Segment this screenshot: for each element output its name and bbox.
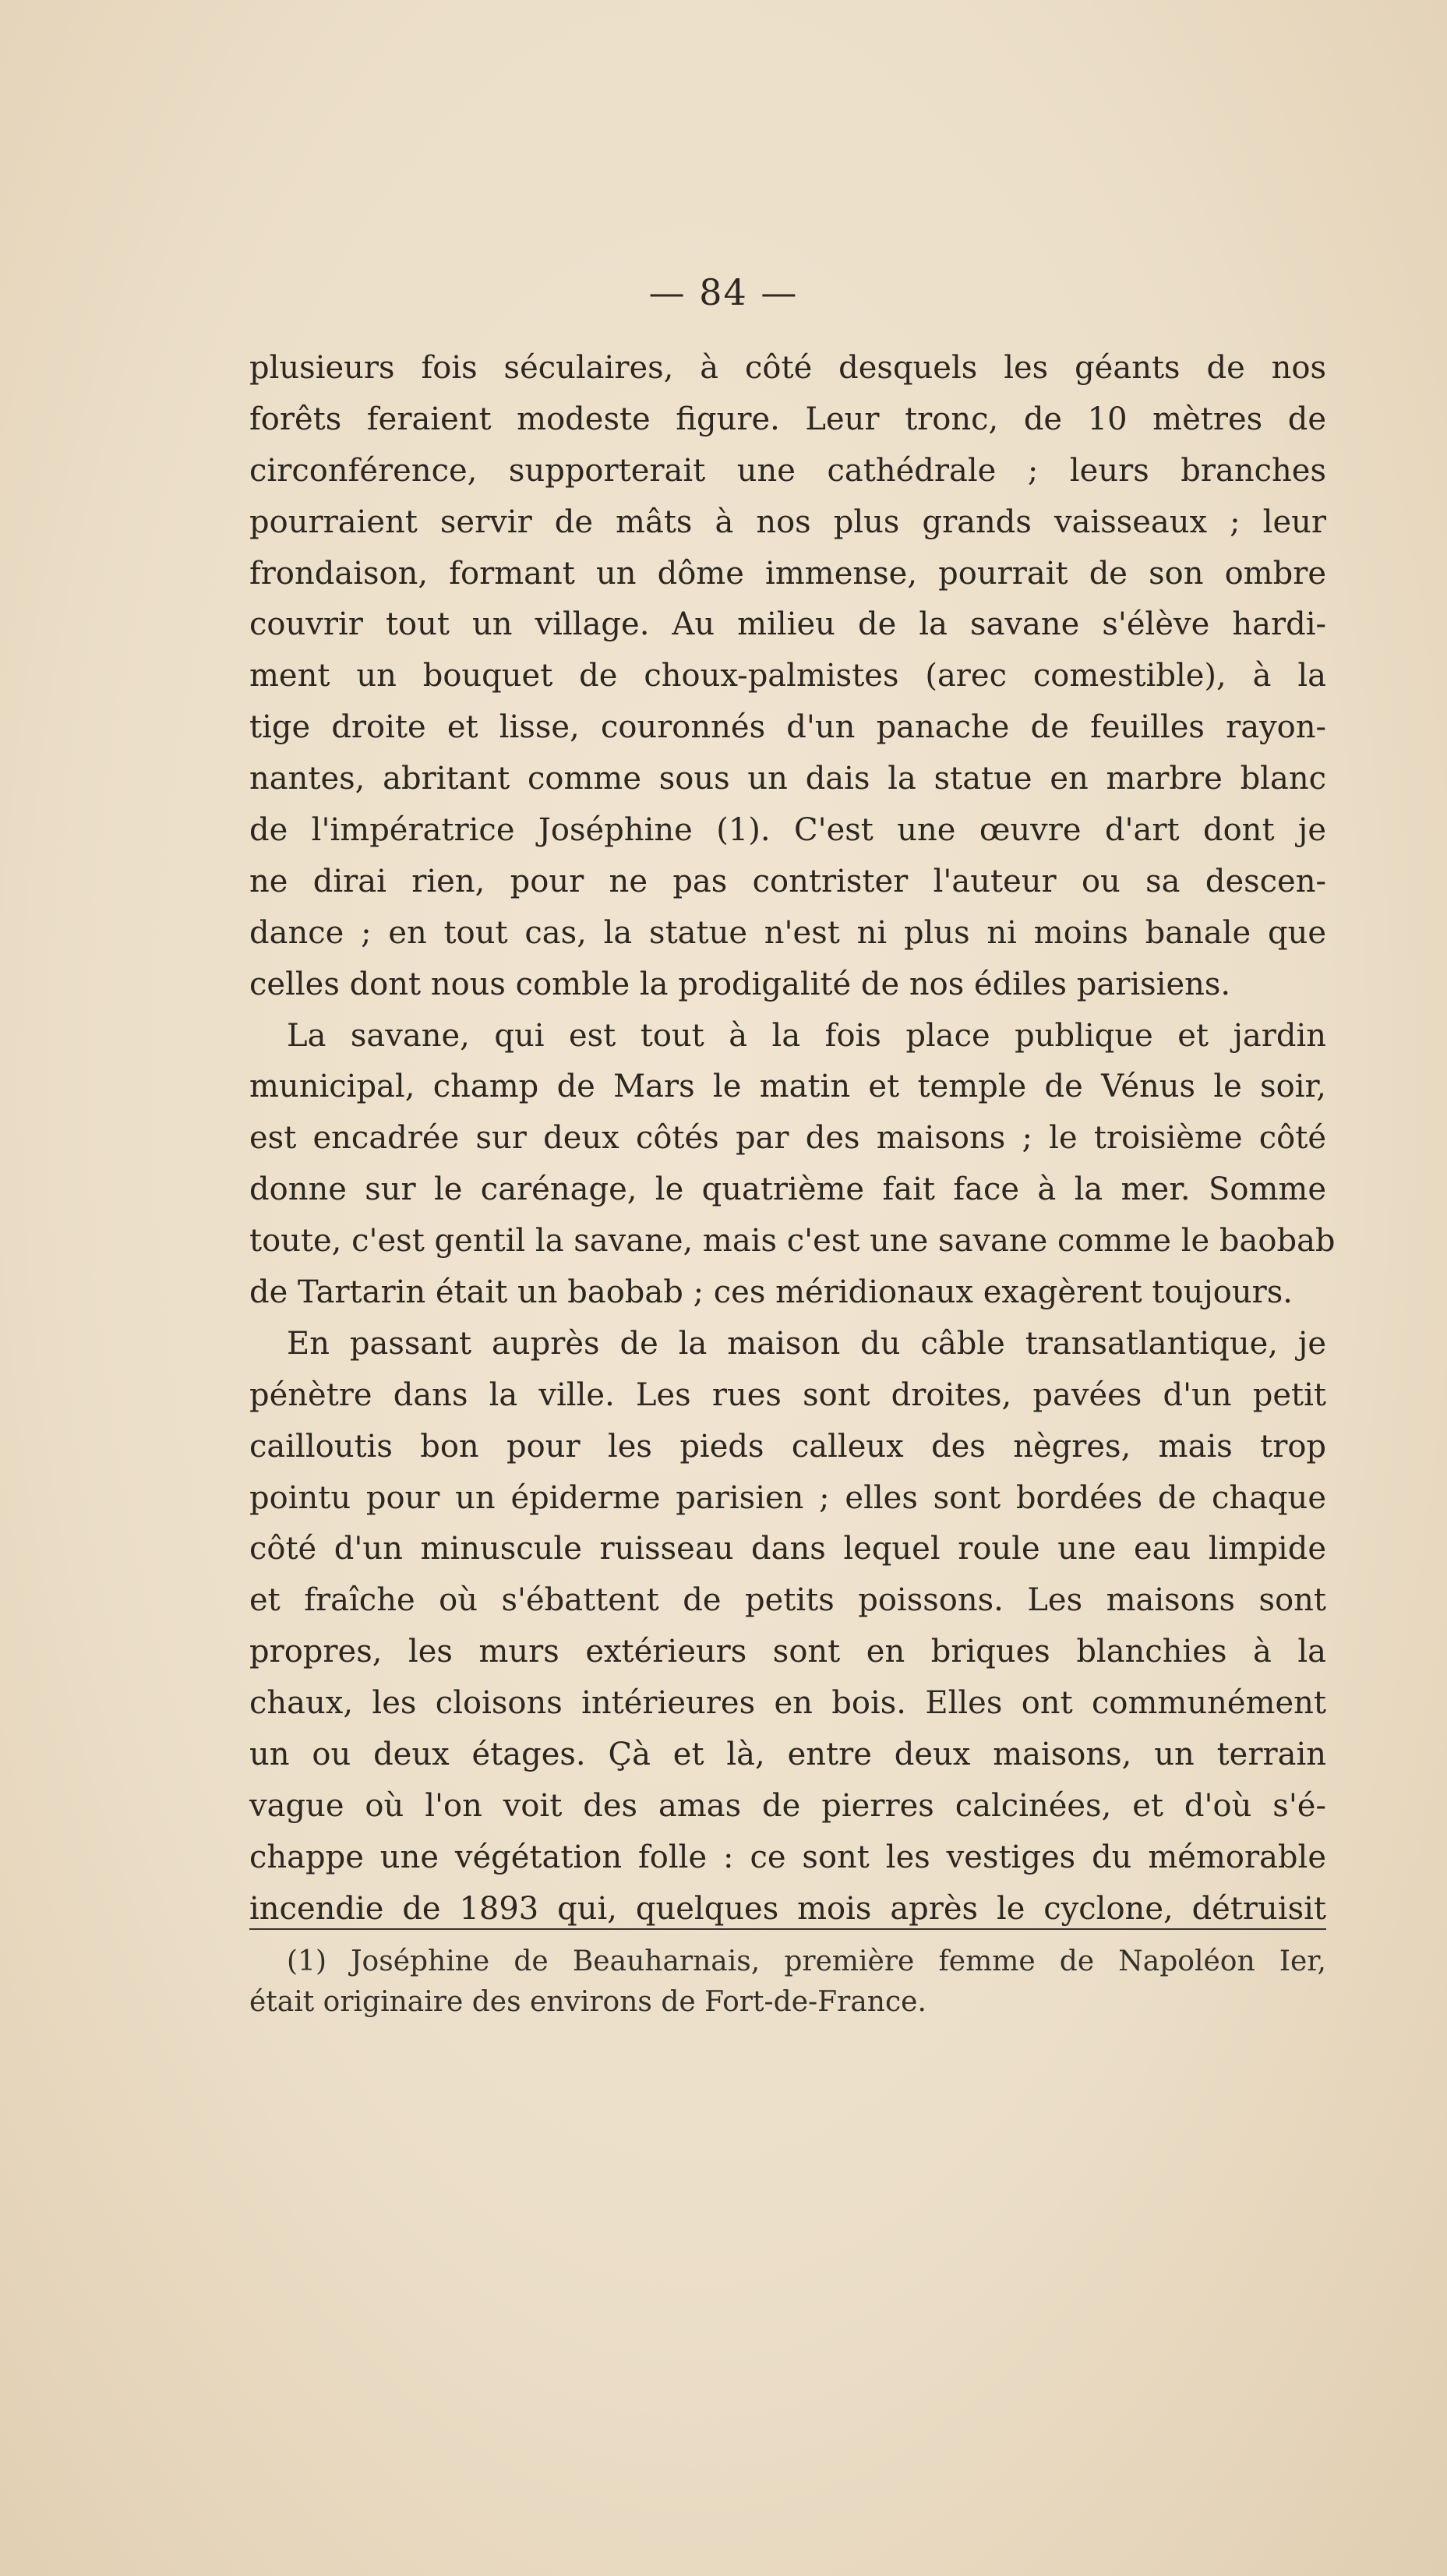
text-line: cailloutis bon pour les pieds calleux des nègres, mais trop <box>249 1428 1326 1465</box>
footnote-divider <box>249 1928 1326 1930</box>
text-line: de Tartarin était un baobab ; ces méridionaux exagèrent toujours. <box>249 1274 1293 1311</box>
text-line: celles dont nous comble la prodigalité de nos édiles parisiens. <box>249 966 1231 1002</box>
text-line: chaux, les cloisons intérieures en bois. Elles ont communément <box>249 1685 1326 1722</box>
text-line: ment un bouquet de choux-palmistes (arec comestible), à la <box>249 658 1326 694</box>
text-line: tige droite et lisse, couronnés d'un panache de feuilles rayon- <box>249 709 1326 746</box>
text-line: municipal, champ de Mars le matin et temple de Vénus le soir, <box>249 1069 1326 1105</box>
footnote <box>249 1942 1326 2023</box>
text-line: dance ; en tout cas, la statue n'est ni plus ni moins banale que <box>249 914 1326 951</box>
text-line: circonférence, supporterait une cathédrale ; leurs branches <box>249 452 1326 489</box>
text-line: plusieurs fois séculaires, à côté desquels les géants de nos <box>249 350 1326 386</box>
text-line: et fraîche où s'ébattent de petits poissons. Les maisons sont <box>249 1582 1326 1619</box>
text-line: est encadrée sur deux côtés par des maisons ; le troisième côté <box>249 1120 1326 1157</box>
text-line: toute, c'est gentil la savane, mais c'est une savane comme le baobab <box>249 1223 1336 1260</box>
text-line: En passant auprès de la maison du câble transatlantique, je <box>287 1325 1326 1362</box>
footnote-line: (1) Joséphine de Beauharnais, première femme de Napoléon Ier, <box>287 1945 1326 1977</box>
text-line: incendie de 1893 qui, quelques mois après le cyclone, détruisit <box>249 1890 1326 1927</box>
text-line: vague où l'on voit des amas de pierres calcinées, et d'où s'é- <box>249 1787 1326 1824</box>
text-line: côté d'un minuscule ruisseau dans lequel roule une eau limpide <box>249 1531 1326 1567</box>
text-line: ne dirai rien, pour ne pas contrister l'auteur ou sa descen- <box>249 863 1326 899</box>
text-line: pointu pour un épiderme parisien ; elles sont bordées de chaque <box>249 1479 1326 1516</box>
text-line: chappe une végétation folle : ce sont les vestiges du mémorable <box>249 1839 1326 1875</box>
text-line: de l'impératrice Joséphine (1). C'est une œuvre d'art dont je <box>249 812 1326 849</box>
text-line: forêts feraient modeste figure. Leur tronc, de 10 mètres de <box>249 401 1326 437</box>
text-line: couvrir tout un village. Au milieu de la savane s'élève hardi- <box>249 606 1326 643</box>
page-number: — 84 — <box>648 271 799 313</box>
text-line: La savane, qui est tout à la fois place publique et jardin <box>287 1017 1326 1054</box>
text-line: donne sur le carénage, le quatrième fait face à la mer. Somme <box>249 1171 1326 1208</box>
body-text <box>249 343 1336 1935</box>
text-line: nantes, abritant comme sous un dais la statue en marbre blanc <box>249 761 1326 797</box>
text-line: propres, les murs extérieurs sont en briques blanchies à la <box>249 1634 1326 1670</box>
footnote-line: était originaire des environs de Fort-de-France. <box>249 1986 926 2018</box>
text-line: frondaison, formant un dôme immense, pourrait de son ombre <box>249 555 1326 592</box>
text-line: pénètre dans la ville. Les rues sont droites, pavées d'un petit <box>249 1376 1326 1413</box>
text-line: pourraient servir de mâts à nos plus grands vaisseaux ; leur <box>249 504 1326 540</box>
text-line: un ou deux étages. Çà et là, entre deux maisons, un terrain <box>249 1737 1326 1773</box>
